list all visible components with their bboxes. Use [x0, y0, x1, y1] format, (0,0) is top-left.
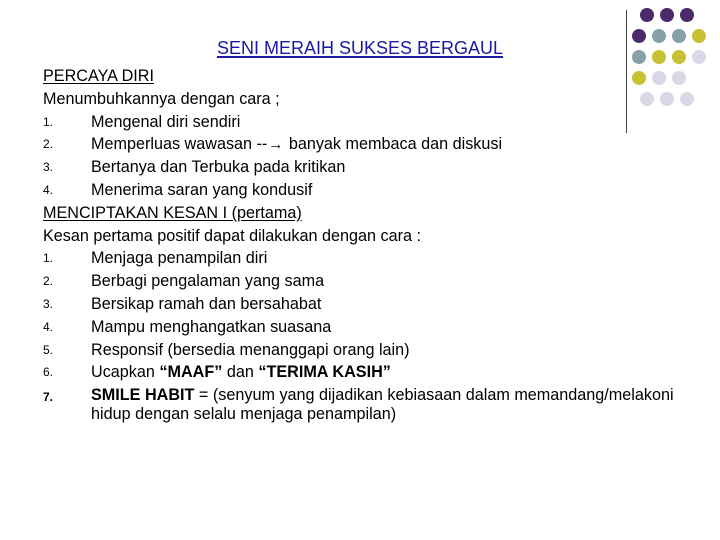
list-item — [43, 361, 706, 384]
list-item — [43, 133, 706, 156]
list-number: 6. — [43, 365, 54, 380]
list-number: 4. — [43, 319, 54, 334]
list-text: Bertanya dan Terbuka pada kritikan — [91, 158, 346, 177]
list-text: Responsif (bersedia menanggapi orang lain) — [91, 340, 410, 359]
list-text: Menerima saran yang kondusif — [91, 180, 313, 199]
list-number: 7. — [43, 390, 54, 405]
decorative-dot — [640, 8, 654, 22]
decorative-dot — [660, 8, 674, 22]
list-text: dan — [222, 363, 259, 382]
list-number: 5. — [43, 342, 54, 357]
list-item — [43, 270, 706, 293]
list-number: 3. — [43, 160, 54, 175]
list-number: 2. — [43, 137, 54, 152]
list-text-emphasis: SMILE HABIT — [91, 386, 195, 405]
list-text: banyak membaca dan diskusi — [284, 135, 503, 154]
list-item — [43, 384, 706, 424]
list-number: 3. — [43, 296, 54, 311]
list-item — [43, 247, 706, 270]
section-intro: Kesan pertama positif dapat dilakukan dengan cara : — [43, 226, 421, 245]
list-text: Ucapkan — [91, 363, 160, 382]
list-text: Mengenal diri sendiri — [91, 112, 241, 131]
list-number: 1. — [43, 114, 54, 129]
list-item — [43, 111, 706, 134]
list-item — [43, 156, 706, 179]
list-item — [43, 339, 706, 362]
list-item — [43, 293, 706, 316]
list-text: Mampu menghangatkan suasana — [91, 317, 332, 336]
list-number: 1. — [43, 251, 54, 266]
list-item — [43, 316, 706, 339]
list-item — [43, 179, 706, 202]
list-text-emphasis: “TERIMA KASIH” — [258, 363, 391, 382]
list-text: Menjaga penampilan diri — [91, 249, 268, 268]
list-number: 4. — [43, 182, 54, 197]
section-heading-kesan-pertama: MENCIPTAKAN KESAN I (pertama) — [43, 203, 302, 222]
list-text: Memperluas wawasan -- — [91, 135, 268, 154]
list-text-emphasis: “MAAF” — [159, 363, 223, 382]
arrow-right-icon: → — [268, 136, 284, 154]
section-intro: Menumbuhkannya dengan cara ; — [43, 89, 280, 108]
slide-body — [43, 65, 706, 424]
list-text: = (senyum yang dijadikan kebiasaan dalam memandang/melakoni hidup dengan selalu menjaga penampilan) — [91, 386, 674, 424]
list-number: 2. — [43, 274, 54, 289]
section-heading-percaya-diri: PERCAYA DIRI — [43, 67, 154, 85]
slide-title: SENI MERAIH SUKSES BERGAUL — [216, 38, 504, 58]
list-text: Bersikap ramah dan bersahabat — [91, 294, 322, 313]
list-text: Berbagi pengalaman yang sama — [91, 272, 325, 291]
decorative-dot — [680, 8, 694, 22]
